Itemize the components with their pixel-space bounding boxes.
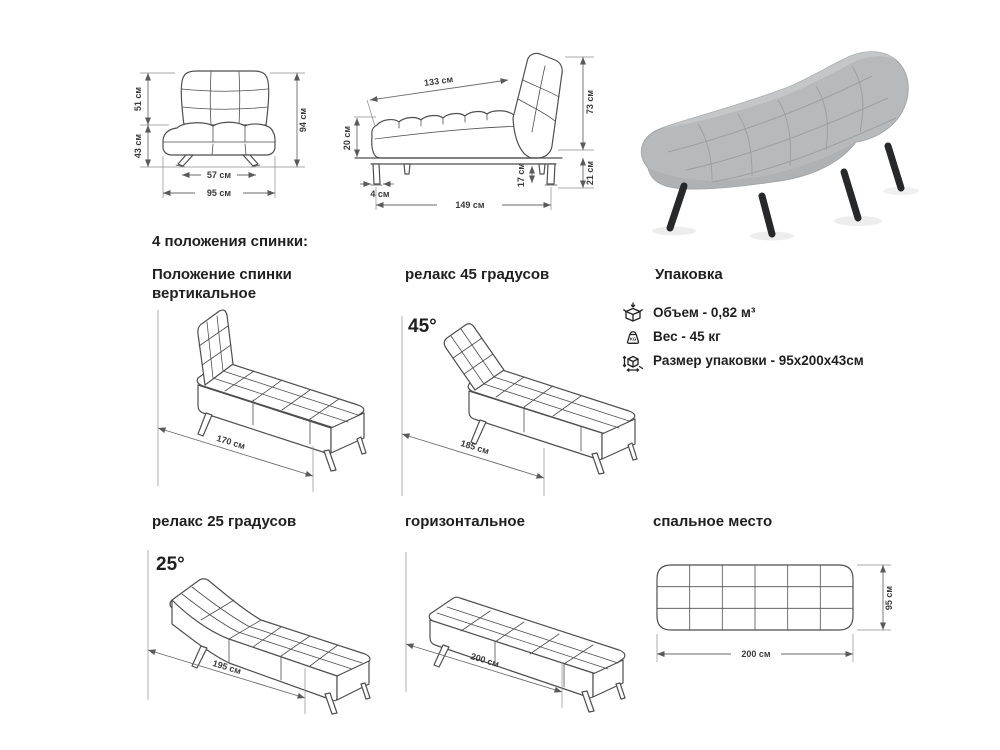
packaging-item-label: Размер упаковки - 95x200x43см [653,353,864,368]
dimension-label: 73 см [585,89,595,115]
position-horizontal-drawing [394,542,656,738]
position-vertical-header-line1: Положение спинки [152,266,292,283]
packaging-list [622,303,864,370]
dimension-label: 4 см [370,189,390,199]
dimension-label: 95 см [884,585,894,611]
photo-back-leg [888,146,901,188]
position-relax45-header: релакс 45 градусов [405,266,550,283]
angle-label: 25° [156,554,185,575]
chaise-vertical-outline [197,310,366,471]
position-vertical-header-line2: вертикальное [152,285,257,302]
angle-label: 45° [408,316,437,337]
dimension-label: 200 см [469,651,501,670]
front-right-leg [243,155,258,166]
dimension-label: 170 см [215,433,247,452]
dimension-label: 43 см [133,133,143,159]
packaging-header: Упаковка [655,266,723,283]
chaise-relax25-outline [170,579,370,714]
packaging-item-volume [622,303,864,322]
dimension-label: 185 см [459,438,491,457]
dimension-label: 20 см [342,125,352,151]
dimension-label: 95 см [206,188,232,198]
mattress-top-view [657,565,853,630]
sleeping-area-header: спальное место [653,513,773,530]
packaging-item-weight [622,327,864,346]
photo-chaise-body [641,52,908,189]
position-vertical-drawing [130,296,392,520]
dimension-label: 133 см [423,74,454,89]
packaging-item-label: Объем - 0,82 м³ [653,305,756,320]
side-chaise-outline [355,53,562,185]
dimension-label: 195 см [211,658,243,677]
kg-badge: KG [629,336,637,342]
position-horizontal-header: горизонтальное [405,513,525,530]
side-right-leg [547,164,555,184]
dimension-label: 94 см [298,107,308,133]
dimension-label: 149 см [455,200,485,210]
packaging-item-label: Вес - 45 кг [653,329,721,344]
product-photo [620,36,940,246]
side-left-leg [373,164,380,184]
front-view-drawing [125,48,310,213]
dimension-label: 21 см [585,160,595,186]
chaise-horizontal-outline [429,597,625,712]
packaging-item-size [622,351,864,370]
side-view-drawing [342,36,620,236]
front-left-leg [178,155,193,166]
front-chaise-outline [163,71,275,167]
dimension-label: 200 см [741,649,771,659]
photo-shadows [652,187,919,241]
positions-section-title: 4 положения спинки: [152,233,309,250]
position-relax25-header: релакс 25 градусов [152,513,297,530]
dimension-label: 57 см [206,170,232,180]
sleeping-area-drawing [643,542,948,737]
dimension-label: 17 см [516,162,526,188]
dimension-label: 51 см [133,86,143,112]
position-relax45-drawing [396,296,658,530]
position-relax25-drawing [130,542,392,738]
